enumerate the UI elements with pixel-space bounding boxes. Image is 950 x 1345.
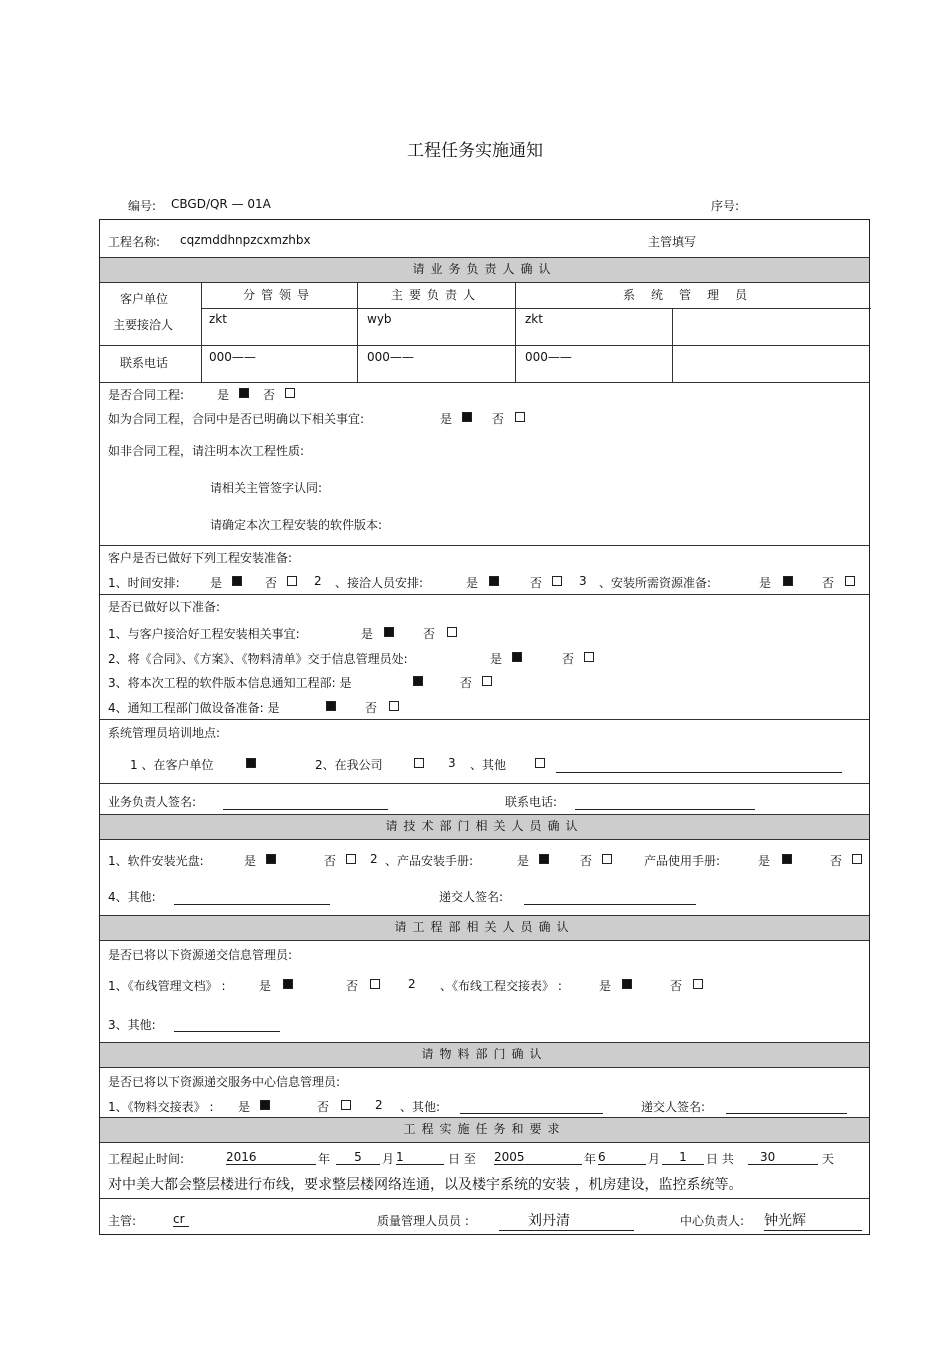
yes-label: 是 bbox=[466, 576, 479, 590]
checkbox-tech3-yes[interactable] bbox=[782, 852, 792, 866]
project-name-value: cqzmddhnpzcxmzhbx bbox=[180, 233, 311, 247]
checkbox-time-no[interactable] bbox=[287, 574, 297, 588]
checkbox-resource-yes[interactable] bbox=[783, 574, 793, 588]
supervisor-sign[interactable]: cr bbox=[173, 1212, 189, 1227]
eng-other-field[interactable] bbox=[174, 1031, 280, 1032]
item-number: 2 bbox=[408, 977, 416, 991]
training-option-3: 、其他 bbox=[470, 758, 507, 772]
checkbox-tech1-yes[interactable] bbox=[266, 852, 276, 866]
no-label: 否 bbox=[265, 576, 278, 590]
training-option-1: 1 、在客户单位 bbox=[130, 758, 214, 772]
divider bbox=[100, 1142, 869, 1143]
day-total-label: 日 共 bbox=[706, 1152, 734, 1166]
eng-item-1: 1、《布线管理文档》 : bbox=[108, 979, 226, 993]
divider bbox=[100, 814, 869, 815]
yes-label: 是 bbox=[440, 412, 453, 426]
yes-label: 是 bbox=[210, 576, 223, 590]
no-label: 否 bbox=[822, 576, 835, 590]
checkbox-time-yes[interactable] bbox=[232, 574, 242, 588]
prep-resource-label: 、安装所需资源准备: bbox=[599, 576, 712, 590]
page-title: 工程任务实施通知 bbox=[407, 141, 543, 161]
yes-label: 是 bbox=[217, 388, 230, 402]
yes-label: 是 bbox=[259, 979, 272, 993]
month-unit: 月 bbox=[648, 1152, 661, 1166]
checkbox-prep4-yes[interactable] bbox=[326, 699, 336, 713]
yes-label: 是 bbox=[758, 854, 771, 868]
phone-label: 联系电话 bbox=[120, 356, 169, 370]
material-submitter-field[interactable] bbox=[726, 1113, 847, 1114]
divider bbox=[100, 345, 869, 346]
biz-phone-label: 联系电话: bbox=[505, 795, 558, 809]
divider bbox=[100, 783, 869, 784]
no-label: 否 bbox=[324, 854, 337, 868]
divider bbox=[100, 594, 869, 595]
item-number: 2 bbox=[375, 1098, 383, 1112]
qa-label: 质量管理人员员 : bbox=[377, 1214, 469, 1228]
material-other-field[interactable] bbox=[460, 1113, 603, 1114]
start-month[interactable]: 5 bbox=[336, 1150, 380, 1165]
tech-item-3: 产品使用手册: bbox=[644, 854, 721, 868]
year-unit: 年 bbox=[584, 1152, 597, 1166]
checkbox-tech2-no[interactable] bbox=[602, 852, 612, 866]
phone-leader: 000—— bbox=[209, 350, 256, 364]
center-head-sign[interactable]: 钟光辉 bbox=[764, 1210, 862, 1231]
item-number: 2 bbox=[314, 574, 322, 588]
eng-question: 是否已将以下资源递交信息管理员: bbox=[108, 948, 293, 962]
qa-sign[interactable]: 刘丹清 bbox=[499, 1210, 634, 1231]
checkbox-material1-yes[interactable] bbox=[260, 1098, 270, 1112]
task-description: 对中美大都会整层楼进行布线，要求整层楼网络连通，以及楼宇系统的安装 ，机房建设，监控系统等。 bbox=[108, 1177, 743, 1193]
training-option-2: 2、在我公司 bbox=[315, 758, 383, 772]
no-label: 否 bbox=[263, 388, 276, 402]
divider bbox=[100, 1117, 869, 1118]
start-year[interactable]: 2016 bbox=[226, 1150, 316, 1165]
seq-label: 序号: bbox=[711, 199, 740, 213]
yes-label: 是 bbox=[238, 1100, 251, 1114]
supervisor-label: 主管: bbox=[108, 1214, 137, 1228]
checkbox-tech3-no[interactable] bbox=[852, 852, 862, 866]
checkbox-material1-no[interactable] bbox=[341, 1098, 351, 1112]
band-business: 请业务负责人确认 bbox=[100, 257, 869, 282]
biz-sign-field[interactable] bbox=[223, 809, 388, 810]
checkbox-terms-no[interactable] bbox=[515, 410, 525, 424]
divider bbox=[100, 382, 869, 383]
divider bbox=[100, 915, 869, 916]
tech-other-label: 4、其他: bbox=[108, 890, 156, 904]
end-day[interactable]: 1 bbox=[662, 1150, 704, 1165]
non-contract-question: 如非合同工程，请注明本次工程性质: bbox=[108, 444, 305, 458]
no-label: 否 bbox=[830, 854, 843, 868]
checkbox-contract-no[interactable] bbox=[285, 386, 295, 400]
checkbox-eng1-yes[interactable] bbox=[283, 977, 293, 991]
checkbox-prep2-no[interactable] bbox=[584, 650, 594, 664]
checkbox-tech1-no[interactable] bbox=[346, 852, 356, 866]
biz-phone-field[interactable] bbox=[575, 809, 755, 810]
header-leader: 分管领导 bbox=[242, 288, 315, 302]
receiver-label: 主要接洽人 bbox=[113, 318, 174, 332]
schedule-label: 工程起止时间: bbox=[108, 1152, 185, 1166]
tech-submitter-field[interactable] bbox=[524, 904, 696, 905]
checkbox-prep3-yes[interactable] bbox=[413, 674, 423, 688]
divider bbox=[100, 545, 869, 546]
prep-item-1: 1、与客户接洽好工程安装相关事宜: bbox=[108, 627, 300, 641]
code-value: CBGD/QR — 01A bbox=[171, 197, 271, 211]
checkbox-eng2-no[interactable] bbox=[693, 977, 703, 991]
checkbox-training-company[interactable] bbox=[414, 756, 424, 770]
header-main: 主要负责人 bbox=[390, 288, 481, 302]
material-submitter-label: 递交人签名: bbox=[641, 1100, 706, 1114]
month-unit: 月 bbox=[382, 1152, 395, 1166]
band-engineering: 请工程部相关人员确认 bbox=[100, 915, 869, 940]
checkbox-tech2-yes[interactable] bbox=[539, 852, 549, 866]
divider bbox=[100, 839, 869, 840]
yes-label: 是 bbox=[759, 576, 772, 590]
material-item-1: 1、《物料交接表》 : bbox=[108, 1100, 214, 1114]
item-number: 3 bbox=[448, 756, 456, 770]
band-tasks: 工程实施任务和要求 bbox=[100, 1117, 869, 1142]
customer-prep-question: 客户是否已做好下列工程安装准备: bbox=[108, 551, 293, 565]
total-days[interactable]: 30 bbox=[748, 1150, 818, 1165]
checkbox-prep1-no[interactable] bbox=[447, 625, 457, 639]
software-version-prompt: 请确定本次工程安装的软件版本: bbox=[210, 518, 383, 532]
yes-label: 是 bbox=[361, 627, 374, 641]
divider bbox=[100, 719, 869, 720]
divider bbox=[100, 1198, 869, 1199]
yes-label: 是 bbox=[490, 652, 503, 666]
code-label: 编号: bbox=[128, 199, 157, 213]
tech-submitter-label: 递交人签名: bbox=[439, 890, 504, 904]
prep-item-2: 2、将《合同》、《方案》、《物料清单》交于信息管理员处: bbox=[108, 652, 408, 666]
no-label: 否 bbox=[346, 979, 359, 993]
biz-sign-label: 业务负责人签名: bbox=[108, 795, 197, 809]
prep-question: 是否已做好以下准备: bbox=[108, 600, 221, 614]
start-day[interactable]: 1 bbox=[396, 1150, 444, 1165]
contract-terms-question: 如为合同工程，合同中是否已明确以下相关事宜: bbox=[108, 412, 365, 426]
center-head-label: 中心负责人: bbox=[680, 1214, 745, 1228]
supervisor-sign-prompt: 请相关主管签字认同: bbox=[210, 481, 323, 495]
yes-label: 是 bbox=[599, 979, 612, 993]
end-year[interactable]: 2005 bbox=[494, 1150, 582, 1165]
yes-label: 是 bbox=[244, 854, 257, 868]
manager-fill-label: 主管填写 bbox=[648, 235, 697, 249]
prep-item-3: 3、将本次工程的软件版本信息通知工程部: 是 bbox=[108, 676, 352, 690]
no-label: 否 bbox=[670, 979, 683, 993]
tech-other-field[interactable] bbox=[174, 904, 330, 905]
checkbox-resource-no[interactable] bbox=[845, 574, 855, 588]
end-month[interactable]: 6 bbox=[598, 1150, 646, 1165]
checkbox-contract-yes[interactable] bbox=[239, 386, 249, 400]
checkbox-prep2-yes[interactable] bbox=[512, 650, 522, 664]
phone-sysadmin: 000—— bbox=[525, 350, 572, 364]
checkbox-eng2-yes[interactable] bbox=[622, 977, 632, 991]
item-number: 3 bbox=[579, 574, 587, 588]
checkbox-training-other[interactable] bbox=[535, 756, 545, 770]
material-other-label: 、其他: bbox=[400, 1100, 441, 1114]
divider bbox=[100, 940, 869, 941]
training-other-field[interactable] bbox=[556, 772, 842, 773]
checkbox-contact-yes[interactable] bbox=[489, 574, 499, 588]
checkbox-prep4-no[interactable] bbox=[389, 699, 399, 713]
customer-unit-label: 客户单位 bbox=[120, 292, 169, 306]
eng-other-label: 3、其他: bbox=[108, 1018, 156, 1032]
no-label: 否 bbox=[530, 576, 543, 590]
divider bbox=[201, 308, 871, 309]
checkbox-terms-yes[interactable] bbox=[462, 410, 472, 424]
band-tech: 请技术部门相关人员确认 bbox=[100, 814, 869, 839]
prep-item-4: 4、通知工程部门做设备准备: 是 bbox=[108, 701, 280, 715]
no-label: 否 bbox=[423, 627, 436, 641]
eng-item-2: 、《布线工程交接表》 : bbox=[440, 979, 562, 993]
checkbox-eng1-no[interactable] bbox=[370, 977, 380, 991]
checkbox-contact-no[interactable] bbox=[552, 574, 562, 588]
receiver-leader: zkt bbox=[209, 312, 227, 326]
training-question: 系统管理员培训地点: bbox=[108, 726, 221, 740]
yes-label: 是 bbox=[517, 854, 530, 868]
phone-main: 000—— bbox=[367, 350, 414, 364]
day-unit: 天 bbox=[822, 1152, 835, 1166]
prep-contact-label: 、接洽人员安排: bbox=[335, 576, 424, 590]
no-label: 否 bbox=[317, 1100, 330, 1114]
divider bbox=[100, 1067, 869, 1068]
checkbox-training-customer[interactable] bbox=[246, 756, 256, 770]
form-table bbox=[99, 219, 870, 1235]
material-question: 是否已将以下资源递交服务中心信息管理员: bbox=[108, 1075, 341, 1089]
project-name-label: 工程名称: bbox=[108, 235, 161, 249]
no-label: 否 bbox=[492, 412, 505, 426]
checkbox-prep1-yes[interactable] bbox=[384, 625, 394, 639]
contract-question: 是否合同工程: bbox=[108, 388, 185, 402]
no-label: 否 bbox=[460, 676, 473, 690]
day-to-label: 日 至 bbox=[448, 1152, 476, 1166]
header-sysadmin: 系统管理员 bbox=[622, 288, 763, 302]
receiver-sysadmin: zkt bbox=[525, 312, 543, 326]
no-label: 否 bbox=[580, 854, 593, 868]
divider bbox=[100, 1042, 869, 1043]
no-label: 否 bbox=[562, 652, 575, 666]
prep-time-label: 1、时间安排: bbox=[108, 576, 180, 590]
tech-item-2: 、产品安装手册: bbox=[385, 854, 474, 868]
tech-item-1: 1、软件安装光盘: bbox=[108, 854, 204, 868]
divider bbox=[100, 282, 869, 283]
band-material: 请物料部门确认 bbox=[100, 1042, 869, 1067]
no-label: 否 bbox=[365, 701, 378, 715]
receiver-main: wyb bbox=[367, 312, 392, 326]
divider bbox=[100, 257, 869, 258]
checkbox-prep3-no[interactable] bbox=[482, 674, 492, 688]
year-unit: 年 bbox=[318, 1152, 331, 1166]
item-number: 2 bbox=[370, 852, 378, 866]
